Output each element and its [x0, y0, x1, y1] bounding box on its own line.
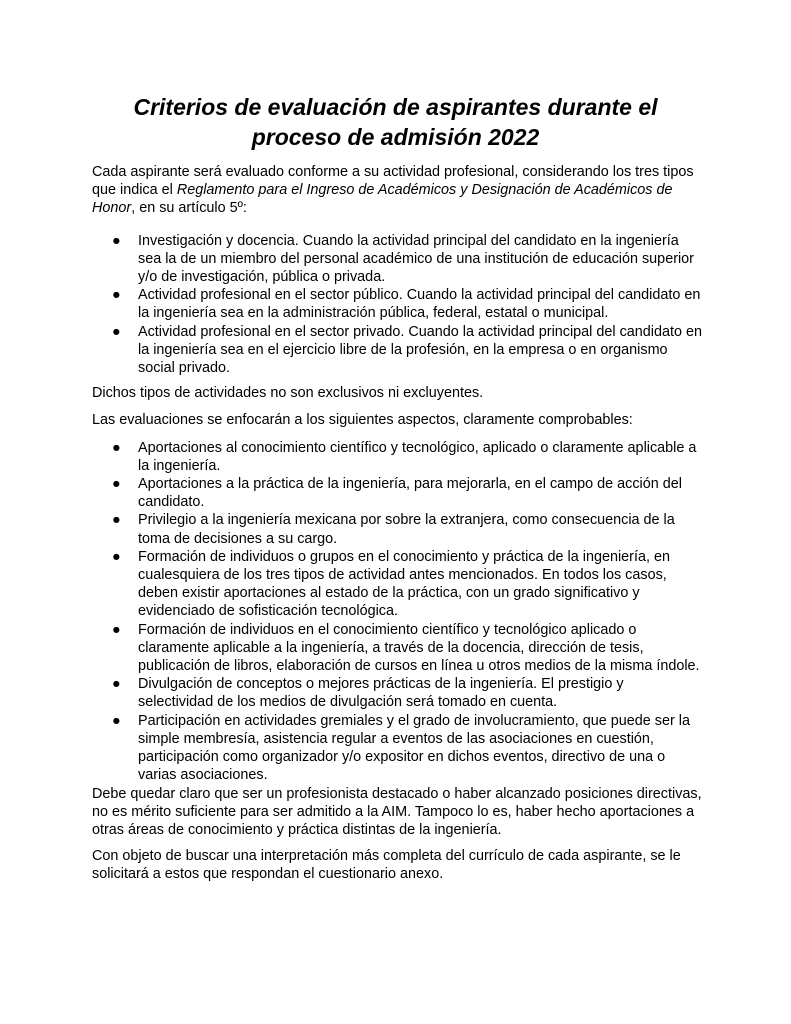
list-item	[92, 621, 712, 676]
intro-text-after: , en su artículo 5º:	[131, 200, 247, 217]
bullet-icon: ●	[112, 512, 121, 529]
list-item-text: Privilegio a la ingeniería mexicana por sobre la extranjera, como consecuencia de la toma de decisiones a su cargo.	[138, 512, 675, 547]
list-item	[92, 232, 712, 287]
list-item-text: Divulgación de conceptos o mejores prácticas de la ingeniería. El prestigio y selectividad de los medios de divulgación será tomado en cuenta.	[138, 676, 624, 711]
title-line-2: proceso de admisión 2022	[251, 124, 540, 150]
bullet-icon: ●	[112, 676, 121, 693]
bullet-icon: ●	[112, 712, 121, 729]
list-item	[92, 439, 712, 475]
aspects-intro-paragraph: Las evaluaciones se enfocarán a los siguientes aspectos, claramente comprobables:	[92, 412, 633, 429]
bullet-icon: ●	[112, 548, 121, 565]
document-body	[92, 163, 712, 884]
bullet-icon: ●	[112, 621, 121, 638]
list-item	[92, 548, 712, 621]
bullet-icon: ●	[112, 439, 121, 456]
bullet-icon: ●	[112, 323, 121, 340]
list-item-text: Formación de individuos o grupos en el conocimiento y práctica de la ingeniería, en cualesquiera de los tres tipos de actividad antes mencionados. En todos los casos, deben existir aportaciones al estado de la práctica, con un grado significativo y evidenciado de sofisticación tecnológica.	[138, 548, 670, 620]
list-item	[92, 511, 712, 547]
list-item-text: Aportaciones al conocimiento científico y tecnológico, aplicado o claramente aplicable a la ingeniería.	[138, 439, 697, 474]
list-item-text: Actividad profesional en el sector privado. Cuando la actividad principal del candidato en la ingeniería sea en el ejercicio libre de la profesión, en la empresa o en organismo social privado.	[138, 323, 702, 377]
not-exclusive-paragraph: Dichos tipos de actividades no son exclusivos ni excluyentes.	[92, 385, 484, 402]
title-line-1: Criterios de evaluación de aspirantes durante el	[133, 94, 658, 120]
list-item-text: Aportaciones a la práctica de la ingeniería, para mejorarla, en el campo de acción del candidato.	[138, 476, 682, 511]
list-item-text: Formación de individuos en el conocimiento científico y tecnológico aplicado o claramente aplicable a la ingeniería, a través de la docencia, dirección de tesis, publicación de libros, elaboración de cursos en línea u otros medios de la misma índole.	[138, 621, 700, 675]
document-title	[92, 92, 699, 152]
clarification-paragraph: Debe quedar claro que ser un profesionista destacado o haber alcanzado posiciones directivas, no es mérito suficiente para ser admitido a la AIM. Tampoco lo es, haber hecho aportaciones a otras áreas de conocimiento y práctica distintas de la ingeniería.	[92, 785, 702, 838]
intro-text-before: Cada aspirante será evaluado conforme a su actividad profesional, considerando los tres tipos que indica el	[92, 164, 694, 199]
evaluation-aspects-list	[92, 439, 712, 785]
list-item	[92, 712, 712, 785]
bullet-icon: ●	[112, 232, 121, 249]
list-item	[92, 286, 712, 322]
list-item-text: Actividad profesional en el sector público. Cuando la actividad principal del candidato en la ingeniería sea en la administración pública, federal, estatal o municipal.	[138, 287, 701, 322]
list-item-text: Investigación y docencia. Cuando la actividad principal del candidato en la ingeniería sea la de un miembro del personal académico de una institución de educación superior y/o de investigación, pública o privada.	[138, 232, 694, 286]
list-item	[92, 475, 712, 511]
bullet-icon: ●	[112, 287, 121, 304]
closing-paragraph: Con objeto de buscar una interpretación más completa del currículo de cada aspirante, se le solicitará a estos que respondan el cuestionario anexo.	[92, 848, 681, 883]
list-item	[92, 323, 712, 378]
intro-paragraph	[92, 163, 712, 218]
activity-types-list	[92, 232, 712, 378]
regulation-title: Reglamento para el Ingreso de Académicos y Designación de Académicos de Honor	[92, 182, 673, 217]
list-item-text: Participación en actividades gremiales y el grado de involucramiento, que puede ser la simple membresía, asistencia regular a eventos de las asociaciones en cuestión, participación como organizador y/o expositor en dichos eventos, directivo de una o varias asociaciones.	[138, 712, 690, 784]
list-item	[92, 675, 712, 711]
bullet-icon: ●	[112, 476, 121, 493]
